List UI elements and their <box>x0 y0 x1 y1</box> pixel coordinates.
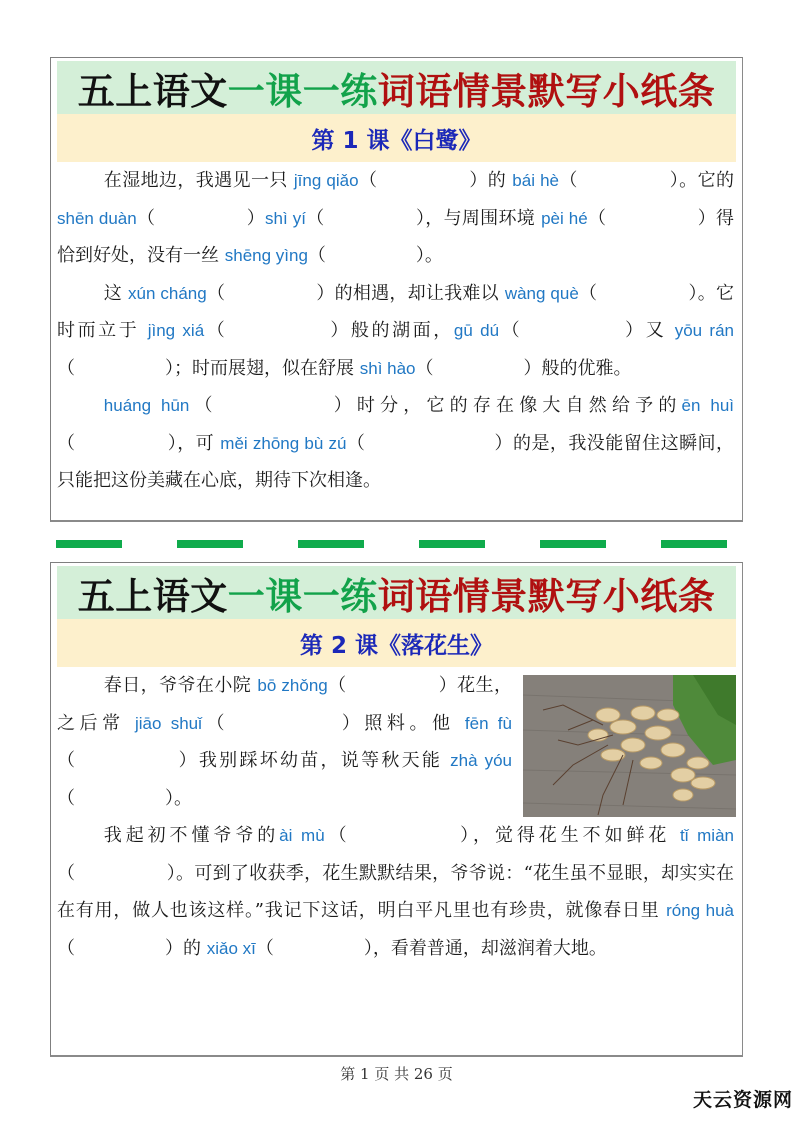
passage-text: （ ）的 <box>57 937 207 959</box>
worksheet-title-banner <box>57 61 736 114</box>
pinyin-prompt: gū dú <box>453 321 500 340</box>
divider-dash <box>661 540 727 548</box>
title-part-topic: 词语情景默写小纸条 <box>377 68 716 113</box>
divider-dash <box>56 540 122 548</box>
worksheet-card-lesson-2 <box>50 562 743 1057</box>
passage-text: （ ）我别踩坏幼苗，说等秋天能 <box>57 750 451 771</box>
pinyin-prompt: xún cháng <box>128 283 207 303</box>
passage-text: （ ），看着普通，却滋润着大地。 <box>255 937 607 959</box>
passage-text: （ ）；时而展翅，似在舒展 <box>57 357 360 379</box>
passage-paragraph <box>57 817 734 967</box>
passage-text: （ ）般的优雅。 <box>415 357 632 379</box>
title-part-series: 一课一练 <box>227 573 378 618</box>
passage-paragraph <box>57 275 734 388</box>
pinyin-prompt: xiǎo xī <box>206 938 256 958</box>
passage-text: （ ）花生，之后常 <box>57 675 513 734</box>
pinyin-prompt: jiāo shuǐ <box>134 713 202 733</box>
pinyin-prompt: yōu rán <box>674 321 734 340</box>
title-part-series: 一课一练 <box>227 68 378 113</box>
worksheet-card-lesson-1 <box>50 57 743 522</box>
passage-text: （ ），觉得花生不如鲜花 <box>324 825 680 846</box>
divider-dash <box>177 540 243 548</box>
pinyin-prompt: shì yí <box>265 208 306 228</box>
title-part-topic: 词语情景默写小纸条 <box>377 573 716 618</box>
pinyin-prompt: bō zhǒng <box>257 676 328 695</box>
passage-text: （ ）。 <box>307 245 443 266</box>
pinyin-prompt: shēng yìng <box>224 246 308 265</box>
pinyin-prompt: bái hè <box>512 171 559 190</box>
passage-paragraph <box>57 162 734 275</box>
title-part-grade: 五上语文 <box>77 573 228 618</box>
passage-text: （ ）。 <box>57 787 192 809</box>
passage-text: 这 <box>103 282 129 304</box>
passage-text: （ ）时分，它的存在像大自然给予的 <box>189 395 682 416</box>
pinyin-prompt: ài mù <box>279 826 325 845</box>
section-divider <box>56 540 728 548</box>
passage-text: （ ），与周围环境 <box>305 207 542 229</box>
worksheet-title-banner <box>57 566 736 619</box>
passage-paragraph <box>57 667 512 817</box>
passage-paragraph <box>57 387 734 500</box>
passage-text: 我起初不懂爷爷的 <box>103 825 280 846</box>
passage-text: 春日，爷爷在小院 <box>103 675 258 696</box>
passage-text: （ ）又 <box>499 320 675 341</box>
divider-dash <box>298 540 364 548</box>
pinyin-prompt: shēn duàn <box>57 208 137 228</box>
pinyin-prompt: zhà yóu <box>450 751 512 770</box>
passage-text: （ ）。它的 <box>559 170 734 191</box>
pinyin-prompt: ēn huì <box>681 396 735 415</box>
passage-text: （ ）的 <box>358 170 513 191</box>
passage-text: 在湿地边，我遇见一只 <box>103 170 294 191</box>
pinyin-prompt: jìng xiá <box>147 321 205 340</box>
passage-text: （ ）得恰到好处，没有一丝 <box>57 207 735 266</box>
pinyin-prompt: pèi hé <box>541 208 588 228</box>
pinyin-prompt: fēn fù <box>464 713 512 733</box>
pinyin-prompt: róng huà <box>666 901 734 920</box>
passage-text: （ ）般的湖面， <box>204 320 454 341</box>
pinyin-prompt: shì hào <box>359 358 416 378</box>
divider-dash <box>540 540 606 548</box>
passage-text: （ ）照料。他 <box>201 712 465 734</box>
lesson-heading: 第 1 课《白鹭》 <box>57 114 736 162</box>
passage-body <box>57 162 734 500</box>
pinyin-prompt: jīng qiǎo <box>293 171 359 190</box>
passage-text: （ ），可 <box>57 432 221 454</box>
pinyin-prompt: wàng què <box>504 283 579 303</box>
title-part-grade: 五上语文 <box>77 68 228 113</box>
pinyin-prompt: měi zhōng bù zú <box>220 433 347 453</box>
pinyin-prompt: huáng hūn <box>103 396 190 415</box>
passage-text: （ ）的是，我没能留住这瞬间，只能把这份美藏在心底，期待下次相逢。 <box>57 432 735 491</box>
lesson-heading: 第 2 课《落花生》 <box>57 619 736 667</box>
page-number: 第 1 页 共 26 页 <box>340 1065 453 1083</box>
pinyin-prompt: tǐ miàn <box>680 826 734 845</box>
site-watermark: 天云资源网 <box>692 1089 793 1111</box>
passage-text: （ ）。可到了收获季，花生默默结果，爷爷说：“花生虽不显眼，却实实在在有用，做人也该这样。”我记下这话，明白平凡里也有珍贵，就像春日里 <box>57 862 734 921</box>
passage-text: （ ）。它时而立于 <box>57 282 735 341</box>
passage-body <box>57 667 734 967</box>
passage-text: （ ）的相遇，却让我难以 <box>206 282 505 304</box>
divider-dash <box>419 540 485 548</box>
passage-text: （ ） <box>136 207 266 229</box>
